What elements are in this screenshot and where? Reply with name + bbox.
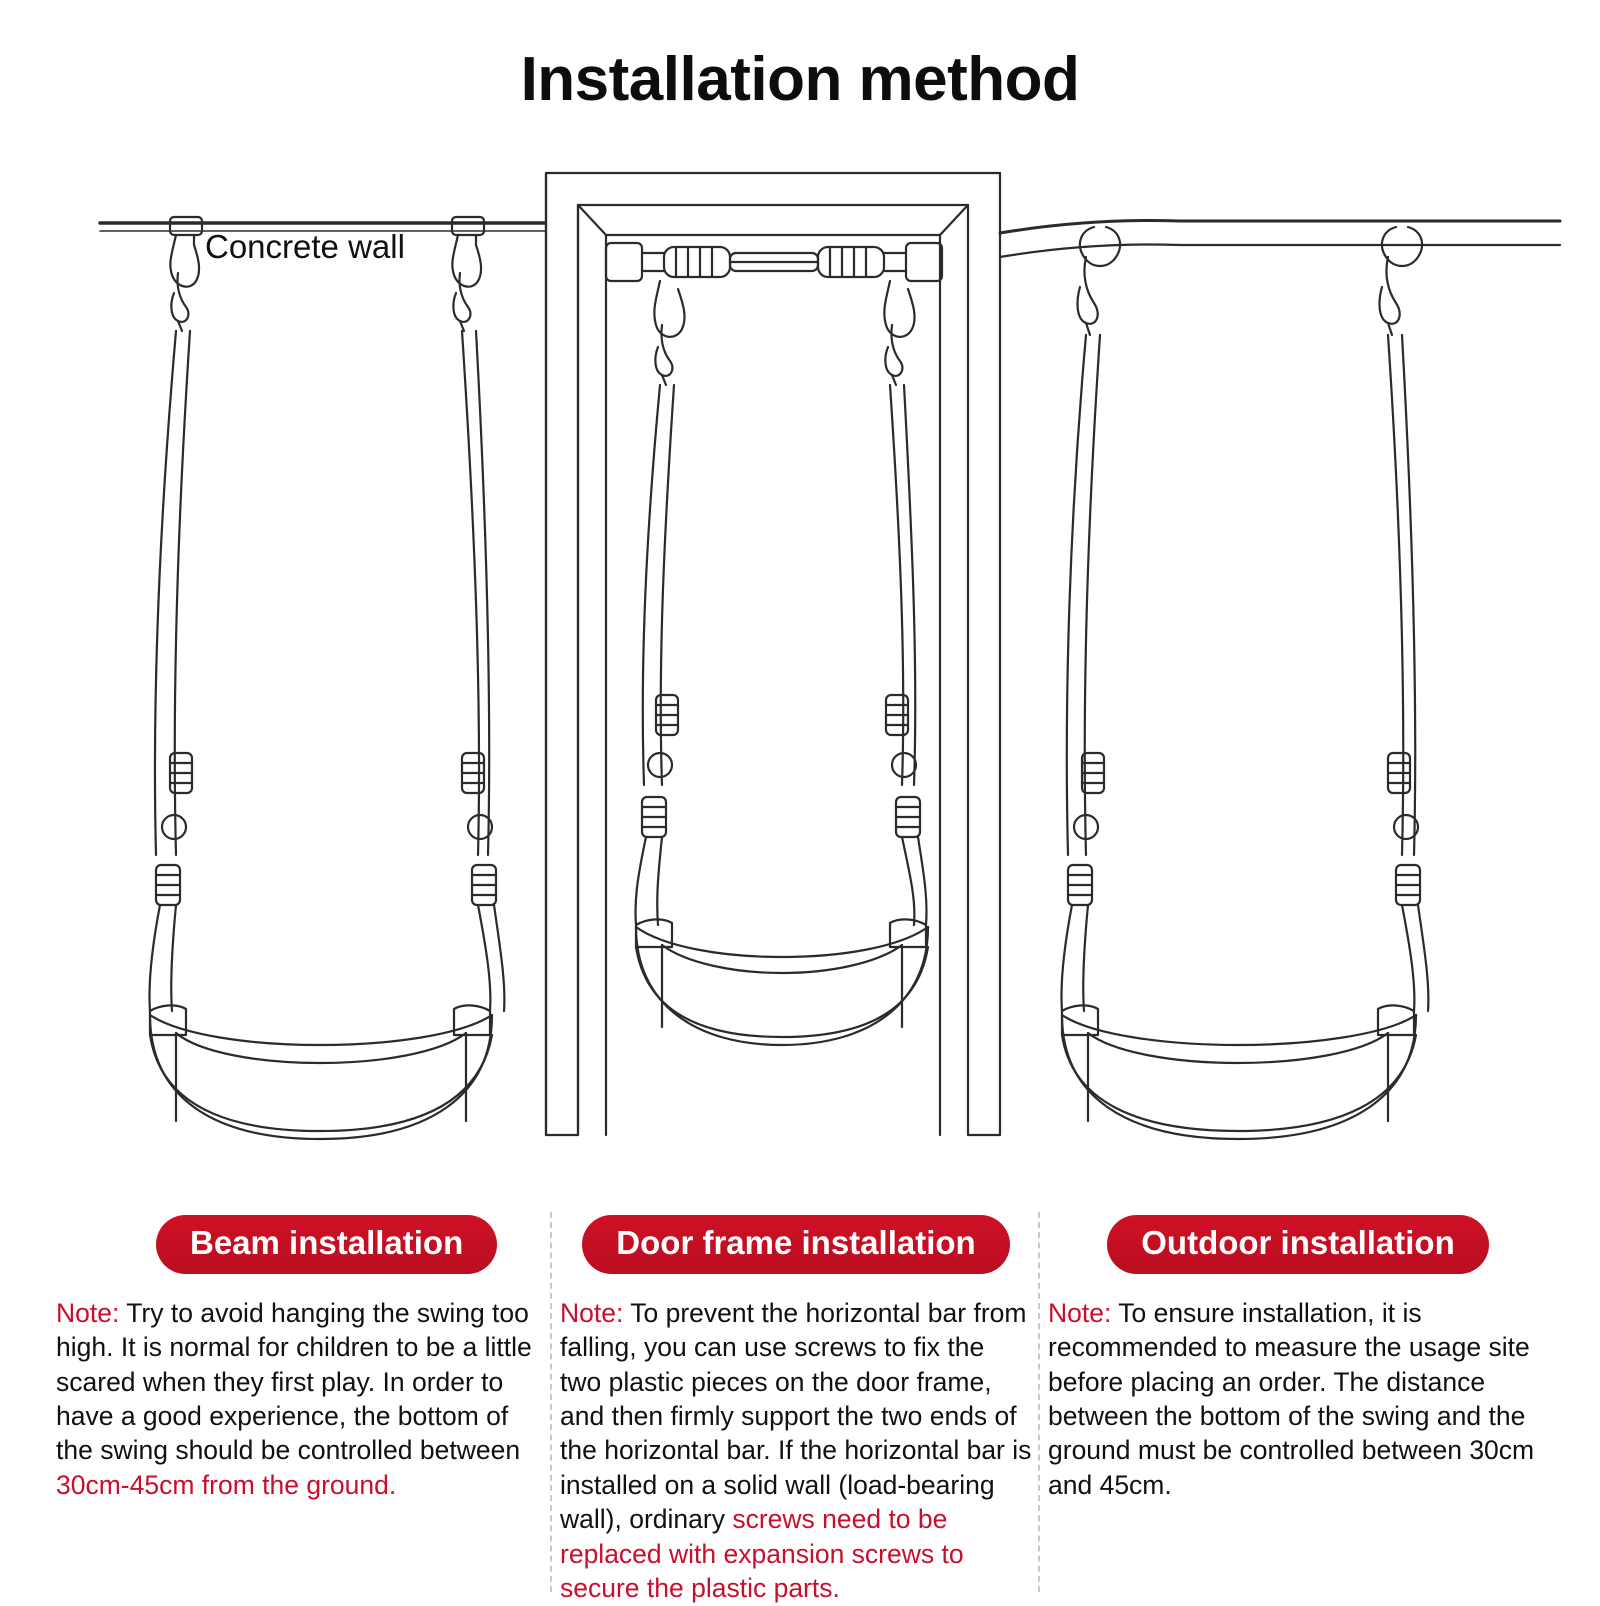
page-title: Installation method xyxy=(520,45,1080,114)
door-frame-illustration xyxy=(546,173,1000,1135)
note-beam-installation xyxy=(56,1296,546,1503)
note-body: To ensure installation, it is recommended to measure the usage site before placing an order. The distance between the bottom of the swing and the ground must be controlled between 30cm and 45cm. xyxy=(1048,1297,1535,1500)
concrete-wall-label: Concrete wall xyxy=(205,228,405,265)
note-body: To prevent the horizontal bar from falling, you can use screws to fix the two plastic pieces on the door frame, and then firmly support the two ends of the horizontal bar. If the horizontal bar is installed on a solid wall (load-bearing wall), ordinary xyxy=(560,1297,1032,1535)
note-outdoor-installation xyxy=(1048,1296,1548,1503)
diagram-illustrations xyxy=(0,135,1600,1200)
panel-beam-installation xyxy=(56,1215,546,1600)
swing-installation-drawing xyxy=(0,135,1600,1200)
note-prefix: Note: xyxy=(560,1297,624,1328)
note-prefix: Note: xyxy=(1048,1297,1112,1328)
note-body: Try to avoid hanging the swing too high. It is normal for children to be a little scared when they first play. In order to have a good experience, the bottom of the swing should be controlled between xyxy=(56,1297,532,1466)
note-highlight: 30cm-45cm from the ground. xyxy=(56,1469,397,1500)
beam-illustration xyxy=(100,217,545,1139)
installation-notes xyxy=(0,1215,1600,1604)
note-prefix: Note: xyxy=(56,1297,120,1328)
badge-outdoor-installation: Outdoor installation xyxy=(1107,1215,1488,1274)
panel-door-frame-installation xyxy=(560,1215,1032,1604)
badge-door-frame-installation: Door frame installation xyxy=(582,1215,1009,1274)
badge-beam-installation: Beam installation xyxy=(156,1215,497,1274)
note-highlight: screws need to be replaced with expansion screws to secure the plastic parts. xyxy=(560,1504,964,1604)
outdoor-illustration xyxy=(1000,221,1560,1140)
panel-outdoor-installation xyxy=(1048,1215,1548,1600)
note-door-frame-installation xyxy=(560,1296,1032,1606)
